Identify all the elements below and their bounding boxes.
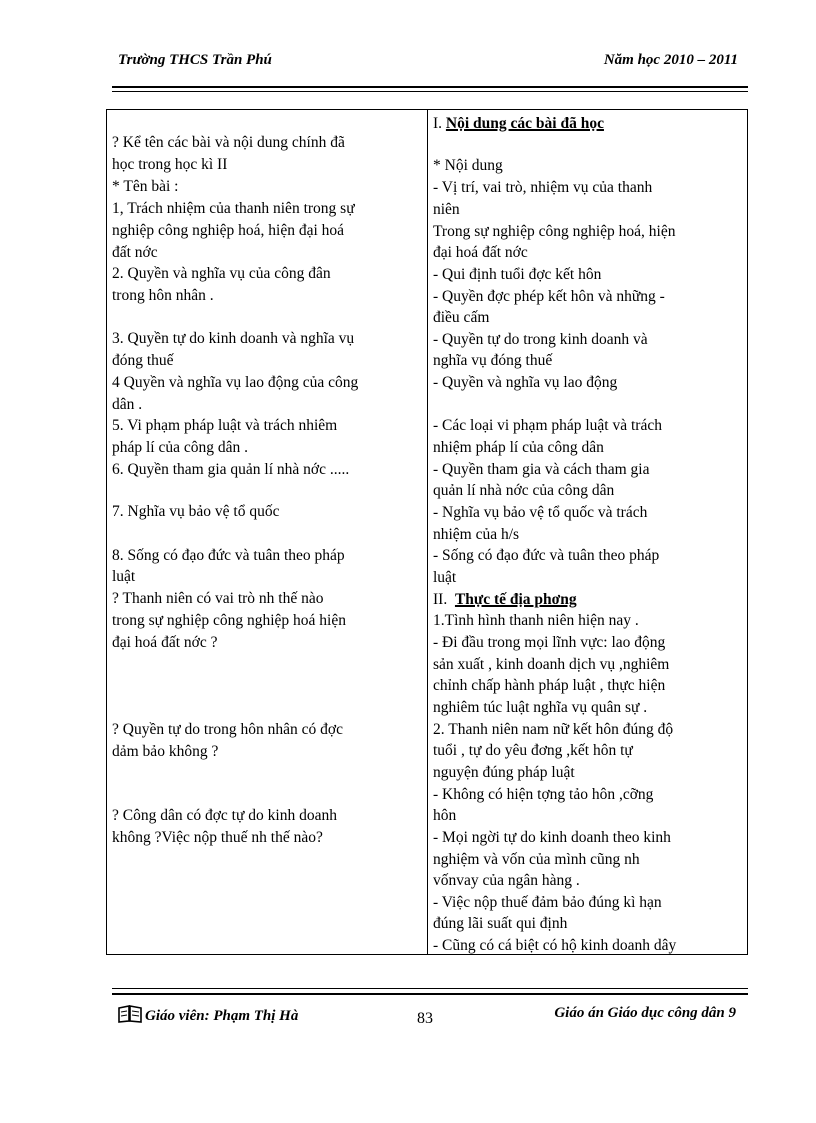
right-line: quản lí nhà nớc của công dân (433, 482, 615, 499)
right-line: đại hoá đất nớc (433, 244, 528, 261)
footer-subject: Giáo án Giáo dục công dân 9 (554, 1005, 736, 1021)
right-line: 1.Tình hình thanh niên hiện nay . (433, 612, 639, 629)
right-line: - Vị trí, vai trò, nhiệm vụ của thanh (433, 179, 653, 196)
right-line: - Các loại vi phạm pháp luật và trách (433, 417, 662, 434)
right-line: - Cũng có cá biệt có hộ kinh doanh dây (433, 937, 677, 954)
table-divider (427, 109, 428, 955)
left-line: học trong học kì II (112, 156, 228, 173)
right-line: - Sống có đạo đức và tuân theo pháp (433, 547, 660, 564)
left-line: ? Kể tên các bài và nội dung chính đã (112, 134, 345, 151)
right-line: - Mọi ngời tự do kinh doanh theo kinh (433, 829, 671, 846)
right-line: - Quyền và nghĩa vụ lao động (433, 374, 618, 391)
left-line: đóng thuế (112, 352, 174, 369)
footer-rule-thick (112, 993, 748, 995)
right-line: - Quyền tham gia và cách tham gia (433, 461, 650, 478)
teacher-name: Giáo viên: Phạm Thị Hà (145, 1008, 299, 1024)
left-line: đại hoá đất nớc ? (112, 634, 218, 651)
section-2-title: Thực tế địa phơng (454, 591, 577, 608)
right-line: nhiệm pháp lí của công dân (433, 439, 604, 456)
right-line: luật (433, 569, 457, 586)
right-line: - Việc nộp thuế đảm bảo đúng kì hạn (433, 894, 662, 911)
left-line: ? Quyền tự do trong hôn nhân có đợc (112, 721, 343, 738)
right-line: nghiệm và vốn của mình cũng nh (433, 851, 640, 868)
left-line: ? Thanh niên có vai trò nh thế nào (112, 590, 324, 607)
left-line: 5. Vi phạm pháp luật và trách nhiêm (112, 417, 338, 434)
section-2-number: II. (433, 591, 448, 608)
header-rule-thin (112, 91, 748, 92)
right-line: điều cấm (433, 309, 490, 326)
right-line: - Nghĩa vụ bảo vệ tổ quốc và trách (433, 504, 648, 521)
left-line: 4 Quyền và nghĩa vụ lao động của công (112, 374, 359, 391)
left-line: * Tên bài : (112, 178, 179, 195)
right-line: * Nội dung (433, 157, 503, 174)
section-1-number: I. (433, 115, 443, 132)
right-line: chỉnh chấp hành pháp luật , thực hiện (433, 677, 666, 694)
left-line: trong sự nghiệp công nghiệp hoá hiện (112, 612, 346, 629)
right-line: - Đi đầu trong mọi lĩnh vực: lao động (433, 634, 666, 651)
left-line: không ?Việc nộp thuế nh thế nào? (112, 829, 323, 846)
right-line: nghĩa vụ đóng thuế (433, 352, 553, 369)
left-line: pháp lí của công dân . (112, 439, 249, 456)
right-line: sản xuất , kinh doanh dịch vụ ,nghiêm (433, 656, 670, 673)
right-line: - Qui định tuổi đợc kết hôn (433, 266, 602, 283)
header-school: Trường THCS Trần Phú (118, 52, 272, 68)
right-line: nghiêm túc luật nghĩa vụ quân sự . (433, 699, 648, 716)
header-year: Năm học 2010 – 2011 (603, 52, 738, 68)
right-line: nguyện đúng pháp luật (433, 764, 575, 781)
left-line: dảm bảo không ? (112, 743, 219, 760)
left-line: trong hôn nhân . (112, 287, 214, 304)
section-1-title: Nội dung các bài đã học (445, 115, 604, 132)
right-line: - Quyền đợc phép kết hôn và những - (433, 288, 665, 305)
left-line: 2. Quyền và nghĩa vụ của công đân (112, 265, 331, 282)
left-line: 8. Sống có đạo đức và tuân theo pháp (112, 547, 345, 564)
book-icon (117, 1005, 143, 1028)
header-rule-thick (112, 86, 748, 88)
right-line: đúng lãi suất qui định (433, 915, 568, 932)
right-line: 2. Thanh niên nam nữ kết hôn đúng độ (433, 721, 674, 738)
section-2-heading (433, 590, 577, 610)
right-line: - Không có hiện tợng tảo hôn ,cỡng (433, 786, 654, 803)
footer-rule-thin (112, 988, 748, 989)
section-1-heading (433, 114, 604, 134)
right-line: tuổi , tự do yêu đơng ,kết hôn tự (433, 742, 633, 759)
left-line: 6. Quyền tham gia quản lí nhà nớc ..... (112, 461, 350, 478)
right-line: niên (433, 201, 460, 218)
left-line: nghiệp công nghiệp hoá, hiện đại hoá (112, 222, 345, 239)
page-number: 83 (417, 1010, 433, 1027)
right-line: Trong sự nghiệp công nghiệp hoá, hiện (433, 223, 676, 240)
left-line: luật (112, 568, 136, 585)
left-line: 7. Nghĩa vụ bảo vệ tổ quốc (112, 503, 280, 520)
footer-teacher (117, 1005, 298, 1028)
right-line: vốnvay của ngân hàng . (433, 872, 580, 889)
right-line: nhiệm của h/s (433, 526, 520, 543)
right-line: hôn (433, 807, 457, 824)
left-line: 3. Quyền tự do kinh doanh và nghĩa vụ (112, 330, 355, 347)
left-line: 1, Trách nhiệm của thanh niên trong sự (112, 200, 355, 217)
left-line: dân . (112, 396, 143, 413)
right-line: - Quyền tự do trong kinh doanh và (433, 331, 648, 348)
left-line: đất nớc (112, 244, 158, 261)
left-line: ? Công dân có đợc tự do kinh doanh (112, 807, 337, 824)
